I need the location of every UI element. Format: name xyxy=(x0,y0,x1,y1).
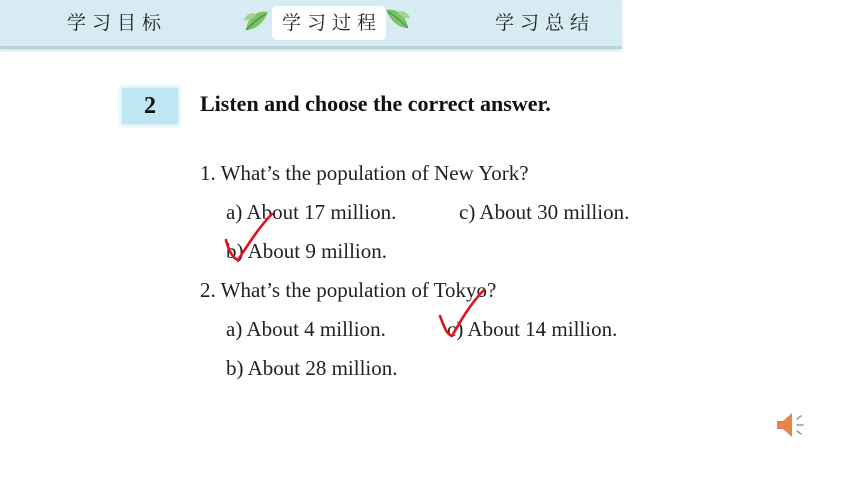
tab-learning-summary[interactable]: 学习总结 xyxy=(494,12,595,34)
checkmark-icon xyxy=(218,210,280,266)
top-nav-bar xyxy=(0,0,622,49)
question-1-option-a[interactable]: a) About 17 million. xyxy=(226,200,397,224)
question-2-option-a[interactable]: a) About 4 million. xyxy=(226,317,386,341)
tab-learning-goals[interactable]: 学习目标 xyxy=(66,12,167,34)
question-1-option-b[interactable]: b) About 9 million. xyxy=(226,239,388,263)
question-2-prompt: 2. What’s the population of Tokyo? xyxy=(200,278,497,302)
question-2-option-b[interactable]: b) About 28 million. xyxy=(226,356,398,380)
leaf-icon xyxy=(242,6,272,36)
leaf-icon xyxy=(382,4,412,34)
question-1-option-c[interactable]: c) About 30 million. xyxy=(459,200,630,224)
speaker-icon[interactable] xyxy=(774,408,808,442)
question-2-option-c[interactable]: c) About 14 million. xyxy=(447,317,618,341)
section-number-badge: 2 xyxy=(122,88,178,124)
instruction-text: Listen and choose the correct answer. xyxy=(200,91,551,116)
tab-learning-process[interactable]: 学习过程 xyxy=(272,6,386,40)
question-1-prompt: 1. What’s the population of New York? xyxy=(200,161,529,185)
checkmark-icon xyxy=(436,286,492,342)
